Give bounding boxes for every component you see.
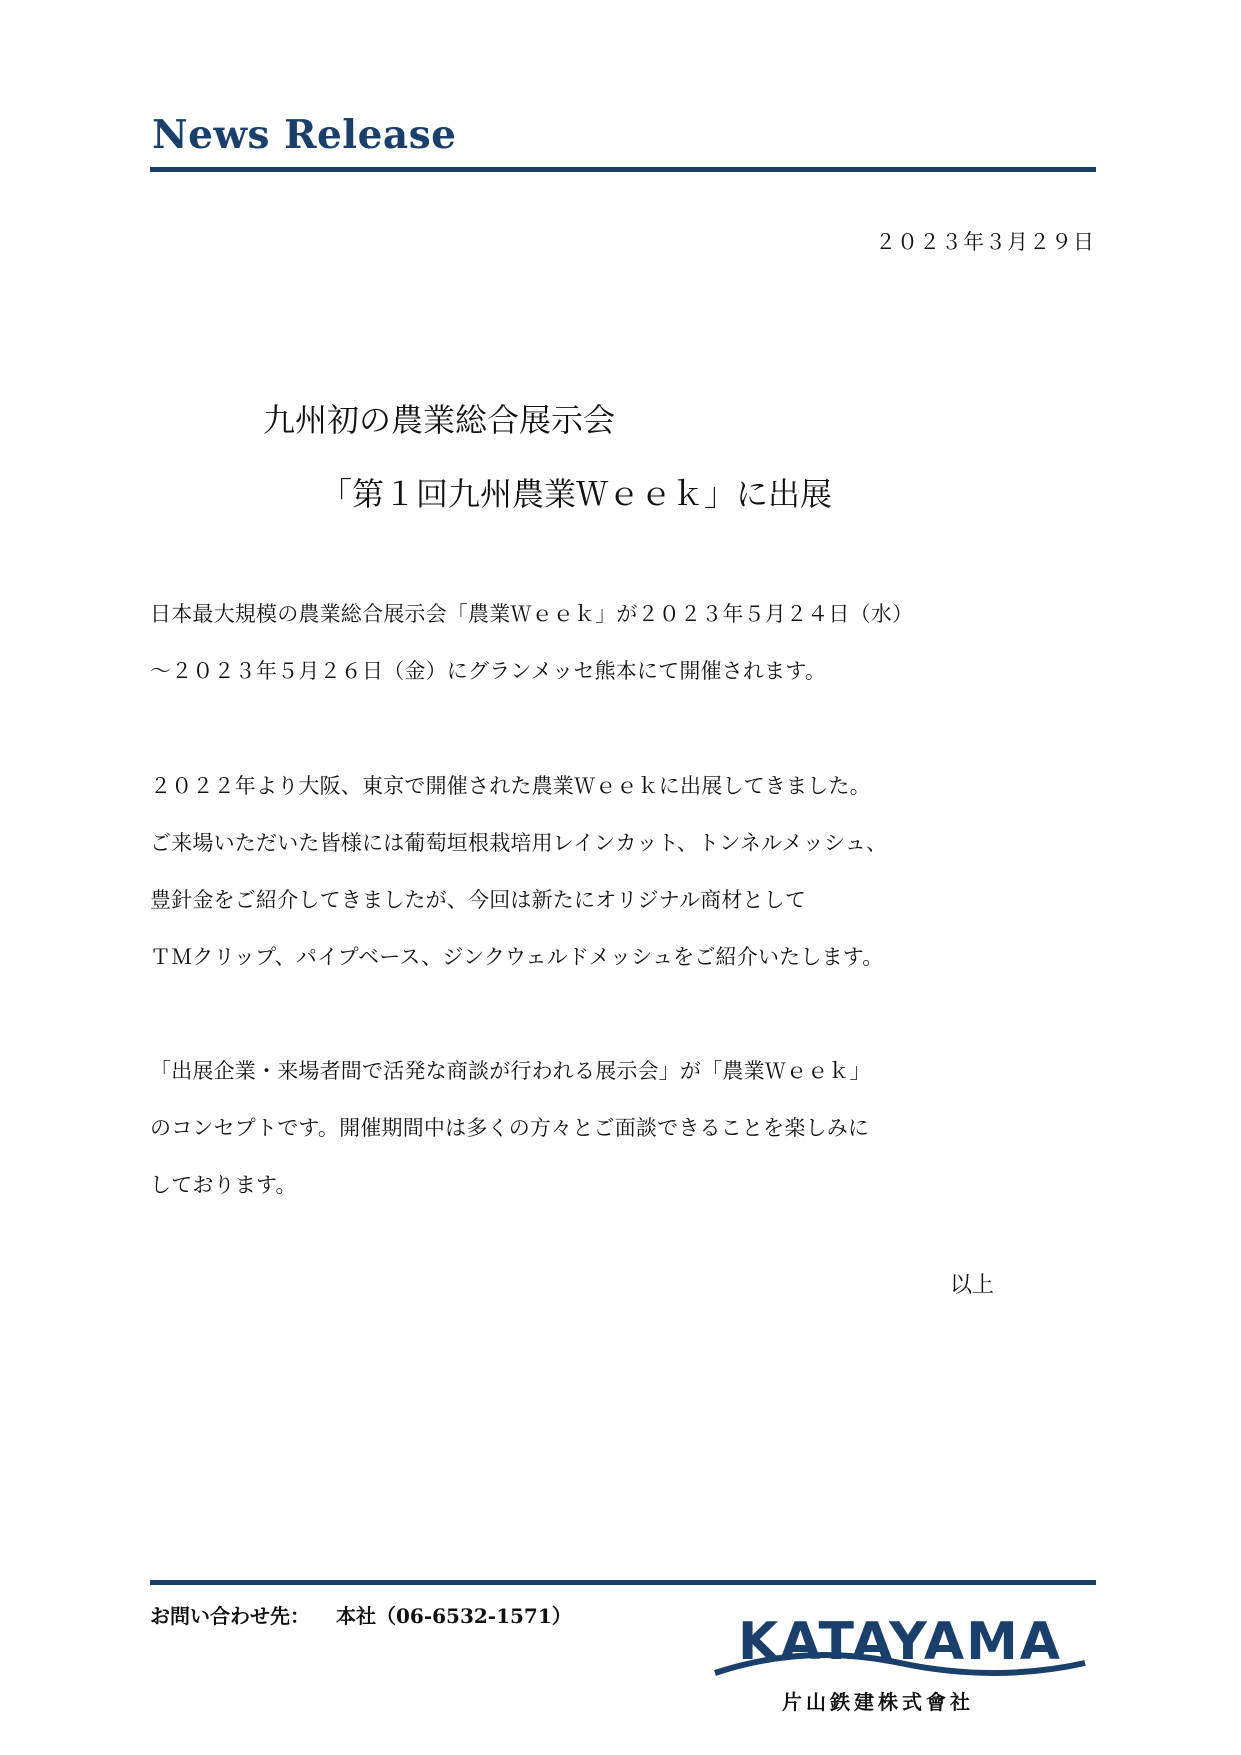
paragraph-line: 日本最大規模の農業総合展示会「農業Ｗｅｅｋ」が２０２３年５月２４日（水） bbox=[150, 602, 914, 626]
headline-line-1: 九州初の農業総合展示会 bbox=[263, 401, 616, 439]
paragraph-2 bbox=[150, 758, 887, 986]
contact-label: お問い合わせ先： bbox=[150, 1604, 310, 1628]
paragraph-1 bbox=[150, 586, 913, 700]
paragraph-3 bbox=[150, 1043, 871, 1214]
header-title: News Release bbox=[152, 112, 457, 158]
paragraph-line: ２０２２年より大阪、東京で開催された農業Ｗｅｅｋに出展してきました。 bbox=[150, 774, 871, 798]
paragraph-line: 「出展企業・来場者間で活発な商談が行われる展示会」が「農業Ｗｅｅｋ」 bbox=[150, 1059, 871, 1083]
closing-text: 以上 bbox=[949, 1273, 994, 1298]
contact-info bbox=[150, 1600, 598, 1629]
logo-wordmark: KATAYAMA bbox=[737, 1612, 1063, 1672]
paragraph-line: ＴＭクリップ、パイプベース、ジンクウェルドメッシュをご紹介いたします。 bbox=[150, 945, 884, 969]
paragraph-line: のコンセプトです。開催期間中は多くの方々とご面談できることを楽しみに bbox=[150, 1116, 870, 1140]
paragraph-line: ご来場いただいた皆様には葡萄垣根栽培用レインカット、トンネルメッシュ、 bbox=[150, 831, 888, 855]
footer-divider bbox=[150, 1580, 1096, 1585]
paragraph-line: ～２０２３年５月２６日（金）にグランメッセ熊本にて開催されます。 bbox=[150, 659, 827, 683]
header-divider bbox=[150, 167, 1096, 172]
contact-phone: 本社（06-6532-1571） bbox=[336, 1604, 572, 1628]
company-name: 片山鉄建株式會社 bbox=[782, 1690, 974, 1714]
paragraph-line: しております。 bbox=[150, 1173, 297, 1197]
paragraph-line: 豊針金をご紹介してきましたが、今回は新たにオリジナル商材として bbox=[150, 888, 807, 912]
release-date: ２０２３年３月２９日 bbox=[875, 230, 1095, 254]
headline-line-2: 「第１回九州農業Ｗｅｅｋ」に出展 bbox=[320, 475, 833, 513]
